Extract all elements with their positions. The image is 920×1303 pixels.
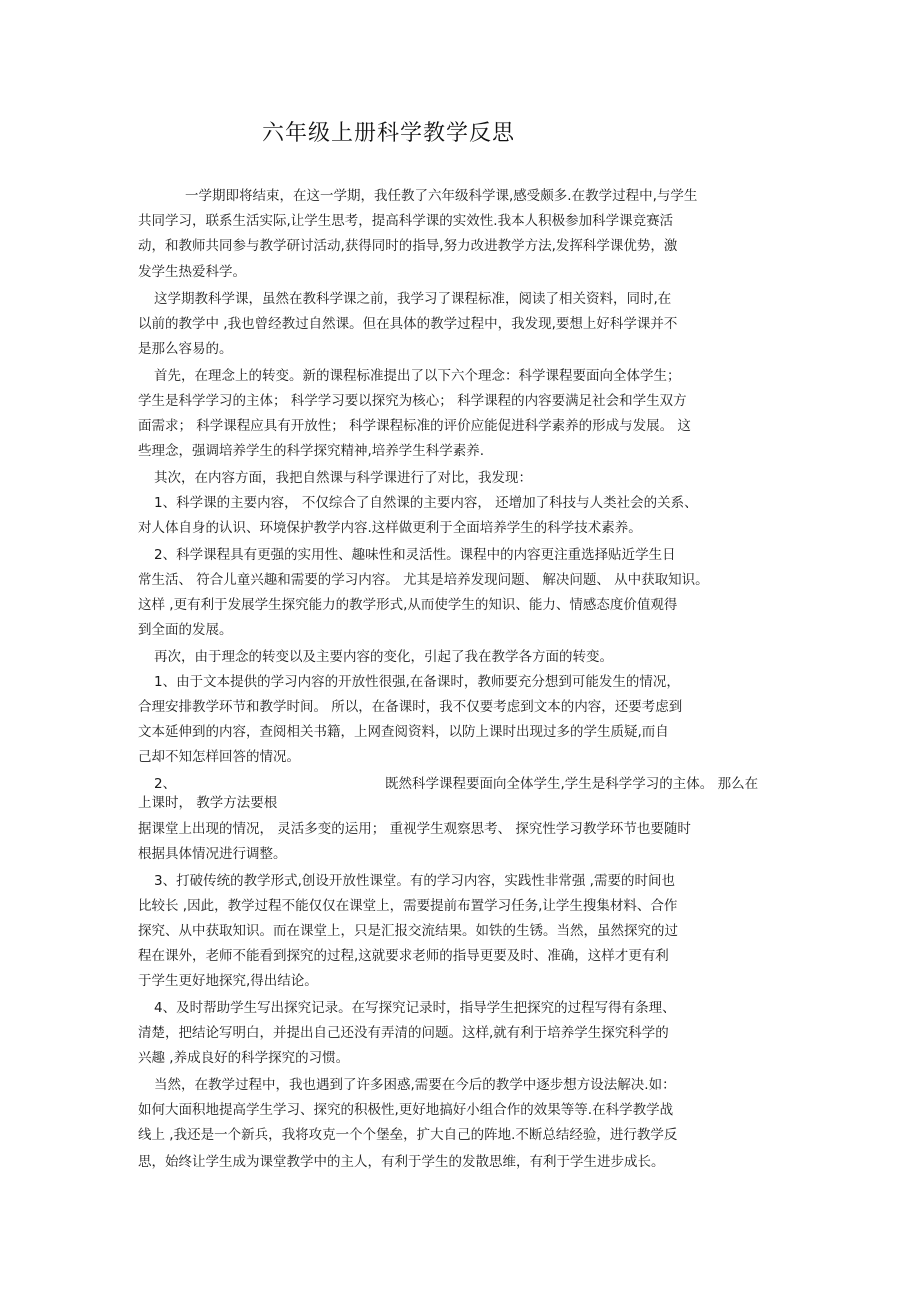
paragraph-line: 文本延伸到的内容，查阅相关书籍，上网查阅资料，以防上课时出现过多的学生质疑,而自 bbox=[138, 724, 669, 740]
paragraph-line: 学生是科学学习的主体； 科学学习要以探究为核心； 科学课程的内容要满足社会和学生双方 bbox=[138, 393, 687, 409]
paragraph-line: 上课时， 教学方法要根 bbox=[138, 795, 278, 811]
paragraph-line: 到全面的发展。 bbox=[138, 622, 233, 638]
paragraph-line: 根据具体情况进行调整。 bbox=[138, 846, 287, 862]
paragraph-line: 既然科学课程要面向全体学生,学生是科学学习的主体。 那么在 bbox=[385, 776, 759, 792]
paragraph-line: 线上 ,我还是一个新兵，我将攻克一个个堡垒，扩大自己的阵地.不断总结经验，进行教学反 bbox=[138, 1127, 678, 1143]
paragraph-line: 些理念，强调培养学生的科学探究精神,培养学生科学素养. bbox=[138, 443, 485, 459]
paragraph-line: 兴趣 ,养成良好的科学探究的习惯。 bbox=[138, 1050, 350, 1066]
paragraph-line: 4、及时帮助学生写出探究记录。在写探究记录时，指导学生把探究的过程写得有条理、 bbox=[154, 1000, 676, 1016]
paragraph-line: 对人体自身的认识、环境保护教学内容.这样做更利于全面培养学生的科学技术素养。 bbox=[138, 520, 642, 536]
paragraph-line: 合理安排教学环节和教学时间。 所以，在备课时，我不仅要考虑到文本的内容，还要考虑到 bbox=[138, 699, 683, 715]
paragraph-line: 2、 bbox=[154, 776, 177, 792]
paragraph-line: 其次，在内容方面，我把自然课与科学课进行了对比，我发现： bbox=[154, 470, 532, 486]
paragraph-line: 如何大面积地提高学生学习、探究的积极性,更好地搞好小组合作的效果等等.在科学教学战 bbox=[138, 1102, 674, 1118]
paragraph-line: 思，始终让学生成为课堂教学中的主人，有利于学生的发散思维，有利于学生进步成长。 bbox=[138, 1154, 665, 1170]
paragraph-line: 清楚，把结论写明白，并提出自己还没有弄清的问题。这样,就有利于培养学生探究科学的 bbox=[138, 1025, 669, 1041]
paragraph-line: 是那么容易的。 bbox=[138, 341, 233, 357]
paragraph-line: 3、打破传统的教学形式,创设开放性课堂。有的学习内容，实践性非常强 ,需要的时间也 bbox=[154, 873, 675, 889]
paragraph-line: 1、科学课的主要内容， 不仅综合了自然课的主要内容， 还增加了科技与人类社会的关系、 bbox=[154, 495, 698, 511]
paragraph-line: 发学生热爱科学。 bbox=[138, 264, 246, 280]
paragraph-line: 共同学习，联系生活实际,让学生思考，提高科学课的实效性.我本人积极参加科学课竞赛活 bbox=[138, 213, 674, 229]
paragraph-line: 比较长 ,因此，教学过程不能仅仅在课堂上，需要提前布置学习任务,让学生搜集材料、合作 bbox=[138, 898, 678, 914]
paragraph-line: 常生活、 符合儿童兴趣和需要的学习内容。 尤其是培养发现问题、 解决问题、 从中获取知识。 bbox=[138, 572, 709, 588]
paragraph-line: 以前的教学中 ,我也曾经教过自然课。但在具体的教学过程中，我发现,要想上好科学课并不 bbox=[138, 316, 678, 332]
paragraph-line: 程在课外，老师不能看到探究的过程,这就要求老师的指导更要及时、准确，这样才更有利 bbox=[138, 948, 669, 964]
paragraph-line: 这样 ,更有利于发展学生探究能力的教学形式,从而使学生的知识、能力、情感态度价值观得 bbox=[138, 597, 678, 613]
paragraph-line: 首先，在理念上的转变。新的课程标准提出了以下六个理念：科学课程要面向全体学生； bbox=[154, 368, 681, 384]
paragraph-line: 1、由于文本提供的学习内容的开放性很强,在备课时，教师要充分想到可能发生的情况， bbox=[154, 674, 680, 690]
paragraph-line: 于学生更好地探究,得出结论。 bbox=[138, 973, 318, 989]
paragraph-line: 再次，由于理念的转变以及主要内容的变化，引起了我在教学各方面的转变。 bbox=[154, 649, 613, 665]
paragraph-line: 动，和教师共同参与教学研讨活动,获得同时的指导,努力改进教学方法,发挥科学课优势，激 bbox=[138, 238, 678, 254]
paragraph-line: 探究、从中获取知识。而在课堂上，只是汇报交流结果。如铁的生锈。当然，虽然探究的过 bbox=[138, 923, 678, 939]
paragraph-line: 这学期教科学课，虽然在教科学课之前，我学习了课程标准，阅读了相关资料，同时,在 bbox=[154, 291, 672, 307]
paragraph-line: 面需求； 科学课程应具有开放性； 科学课程标准的评价应能促进科学素养的形成与发展。 这 bbox=[138, 418, 691, 434]
paragraph-line: 己却不知怎样回答的情况。 bbox=[138, 749, 300, 765]
paragraph-line: 当然，在教学过程中，我也遇到了许多困惑,需要在今后的教学中逐步想方设法解决.如： bbox=[154, 1077, 676, 1093]
paragraph-line: 据课堂上出现的情况， 灵活多变的运用； 重视学生观察思考、 探究性学习教学环节也要随时 bbox=[138, 821, 691, 837]
paragraph-line: 一学期即将结束，在这一学期，我任教了六年级科学课,感受颇多.在教学过程中,与学生 bbox=[185, 188, 698, 204]
document-title: 六年级上册科学教学反思 bbox=[262, 121, 516, 146]
paragraph-line: 2、科学课程具有更强的实用性、趣味性和灵活性。课程中的内容更注重选择贴近学生日 bbox=[154, 547, 676, 563]
